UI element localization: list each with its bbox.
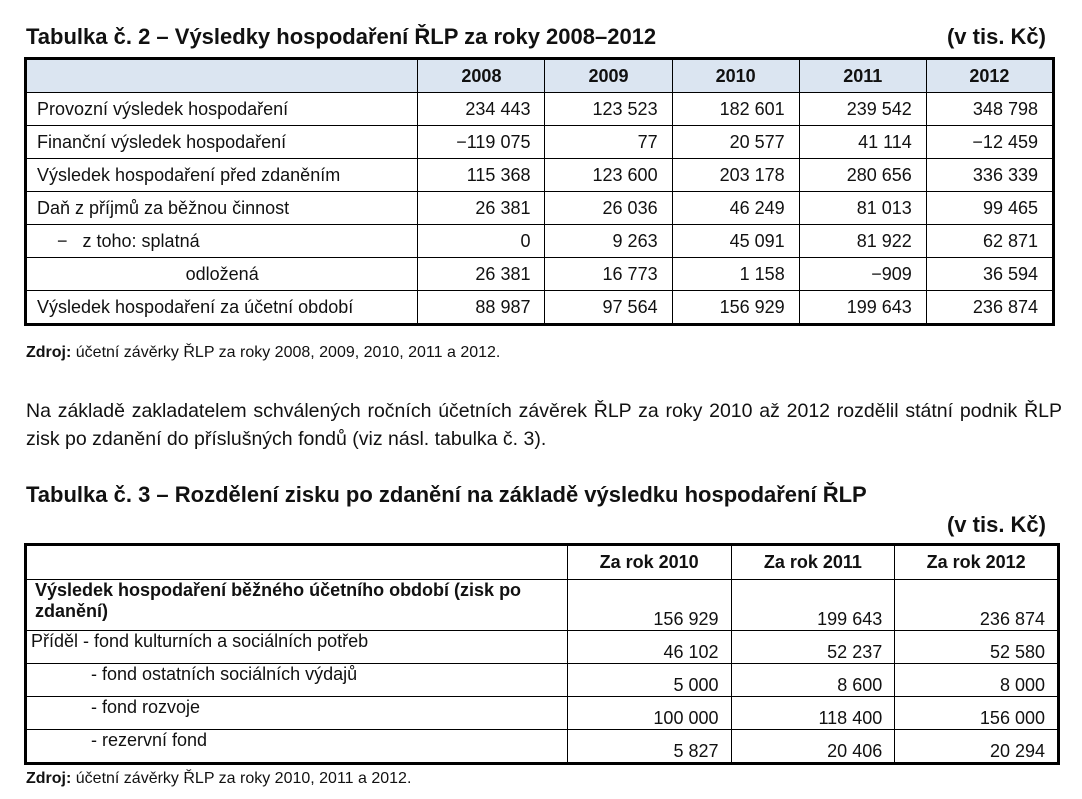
cell-value: 52 237 (731, 631, 895, 664)
cell-value: 26 381 (418, 192, 545, 225)
body-paragraph: Na základě zakladatelem schválených ročních účetních závěrek ŘLP za roky 2010 až 2012 rozdělil státní podnik ŘLP zisk po zdanění do příslušných fondů (viz násl. tabulka č. 3). (26, 400, 1062, 450)
cell-value: 97 564 (545, 291, 672, 325)
source-label: Zdroj: (26, 344, 72, 361)
table-row (26, 126, 1054, 159)
cell-value: 118 400 (731, 697, 895, 730)
cell-value: 5 000 (567, 664, 731, 697)
cell-value: 199 643 (731, 580, 895, 631)
table3-source (26, 770, 411, 788)
table3-header-year: Za rok 2011 (731, 545, 895, 580)
cell-value: 8 600 (731, 664, 895, 697)
cell-value: 1 158 (672, 258, 799, 291)
table2-header-year: 2010 (672, 59, 799, 93)
cell-value: 36 594 (926, 258, 1053, 291)
cell-value: 41 114 (799, 126, 926, 159)
cell-value: 239 542 (799, 93, 926, 126)
cell-value: −12 459 (926, 126, 1053, 159)
table3-unit: (v tis. Kč) (946, 512, 1046, 537)
cell-value: 236 874 (895, 580, 1059, 631)
row-label: Provozní výsledek hospodaření (26, 93, 418, 126)
table-row (26, 192, 1054, 225)
cell-value: 348 798 (926, 93, 1053, 126)
cell-value: 52 580 (895, 631, 1059, 664)
table-row (26, 291, 1054, 325)
table2-header-year: 2012 (926, 59, 1053, 93)
cell-value: −909 (799, 258, 926, 291)
cell-value: 88 987 (418, 291, 545, 325)
table2-source (26, 344, 500, 362)
table3 (24, 543, 1060, 765)
cell-value: 99 465 (926, 192, 1053, 225)
cell-value: 123 600 (545, 159, 672, 192)
cell-value: 20 406 (731, 730, 895, 764)
row-label: − z toho: splatná (26, 225, 418, 258)
cell-value: 9 263 (545, 225, 672, 258)
table2 (24, 57, 1055, 326)
table-row (26, 697, 1059, 730)
row-label: - fond ostatních sociálních výdajů (26, 664, 568, 697)
row-label: Finanční výsledek hospodaření (26, 126, 418, 159)
table-row (26, 664, 1059, 697)
cell-value: 0 (418, 225, 545, 258)
row-label: Výsledek hospodaření za účetní období (26, 291, 418, 325)
row-label: odložená (26, 258, 418, 291)
table2-unit: (v tis. Kč) (946, 24, 1046, 49)
source-label: Zdroj: (26, 770, 72, 787)
cell-value: 203 178 (672, 159, 799, 192)
table-row (26, 258, 1054, 291)
cell-value: 16 773 (545, 258, 672, 291)
source-text: účetní závěrky ŘLP za roky 2008, 2009, 2010, 2011 a 2012. (71, 344, 501, 361)
table2-header-year: 2011 (799, 59, 926, 93)
row-label: - rezervní fond (26, 730, 568, 764)
table-row (26, 730, 1059, 764)
cell-value: 26 381 (418, 258, 545, 291)
row-label: Daň z příjmů za běžnou činnost (26, 192, 418, 225)
cell-value: 156 929 (672, 291, 799, 325)
source-text: účetní závěrky ŘLP za roky 2010, 2011 a 2012. (71, 770, 412, 787)
cell-value: 77 (545, 126, 672, 159)
cell-value: 46 102 (567, 631, 731, 664)
cell-value: 280 656 (799, 159, 926, 192)
cell-value: 5 827 (567, 730, 731, 764)
cell-value: 62 871 (926, 225, 1053, 258)
cell-value: 81 013 (799, 192, 926, 225)
table3-header-blank (26, 545, 568, 580)
table3-header-row (26, 545, 1059, 580)
cell-value: 115 368 (418, 159, 545, 192)
cell-value: 182 601 (672, 93, 799, 126)
table-row (26, 225, 1054, 258)
cell-value: 236 874 (926, 291, 1053, 325)
row-label: Výsledek hospodaření před zdaněním (26, 159, 418, 192)
table3-header-year: Za rok 2010 (567, 545, 731, 580)
cell-value: 123 523 (545, 93, 672, 126)
table2-header-year: 2008 (418, 59, 545, 93)
table-row (26, 580, 1059, 631)
cell-value: 20 294 (895, 730, 1059, 764)
cell-value: 156 000 (895, 697, 1059, 730)
table2-header-year: 2009 (545, 59, 672, 93)
row-label: - fond rozvoje (26, 697, 568, 730)
table2-header-blank (26, 59, 418, 93)
cell-value: 100 000 (567, 697, 731, 730)
table3-header-year: Za rok 2012 (895, 545, 1059, 580)
table3-caption: Tabulka č. 3 – Rozdělení zisku po zdanění na základě výsledku hospodaření ŘLP (26, 482, 867, 507)
cell-value: 20 577 (672, 126, 799, 159)
cell-value: 336 339 (926, 159, 1053, 192)
table2-caption: Tabulka č. 2 – Výsledky hospodaření ŘLP za roky 2008–2012 (26, 24, 657, 49)
cell-value: 156 929 (567, 580, 731, 631)
row-label: Příděl - fond kulturních a sociálních potřeb (26, 631, 568, 664)
cell-value: 234 443 (418, 93, 545, 126)
cell-value: 45 091 (672, 225, 799, 258)
cell-value: 26 036 (545, 192, 672, 225)
cell-value: 199 643 (799, 291, 926, 325)
cell-value: −119 075 (418, 126, 545, 159)
cell-value: 46 249 (672, 192, 799, 225)
table-row (26, 631, 1059, 664)
cell-value: 81 922 (799, 225, 926, 258)
table-row (26, 159, 1054, 192)
cell-value: 8 000 (895, 664, 1059, 697)
table-row (26, 93, 1054, 126)
table2-header-row (26, 59, 1054, 93)
row-label: Výsledek hospodaření běžného účetního období (zisk po zdanění) (26, 580, 568, 631)
